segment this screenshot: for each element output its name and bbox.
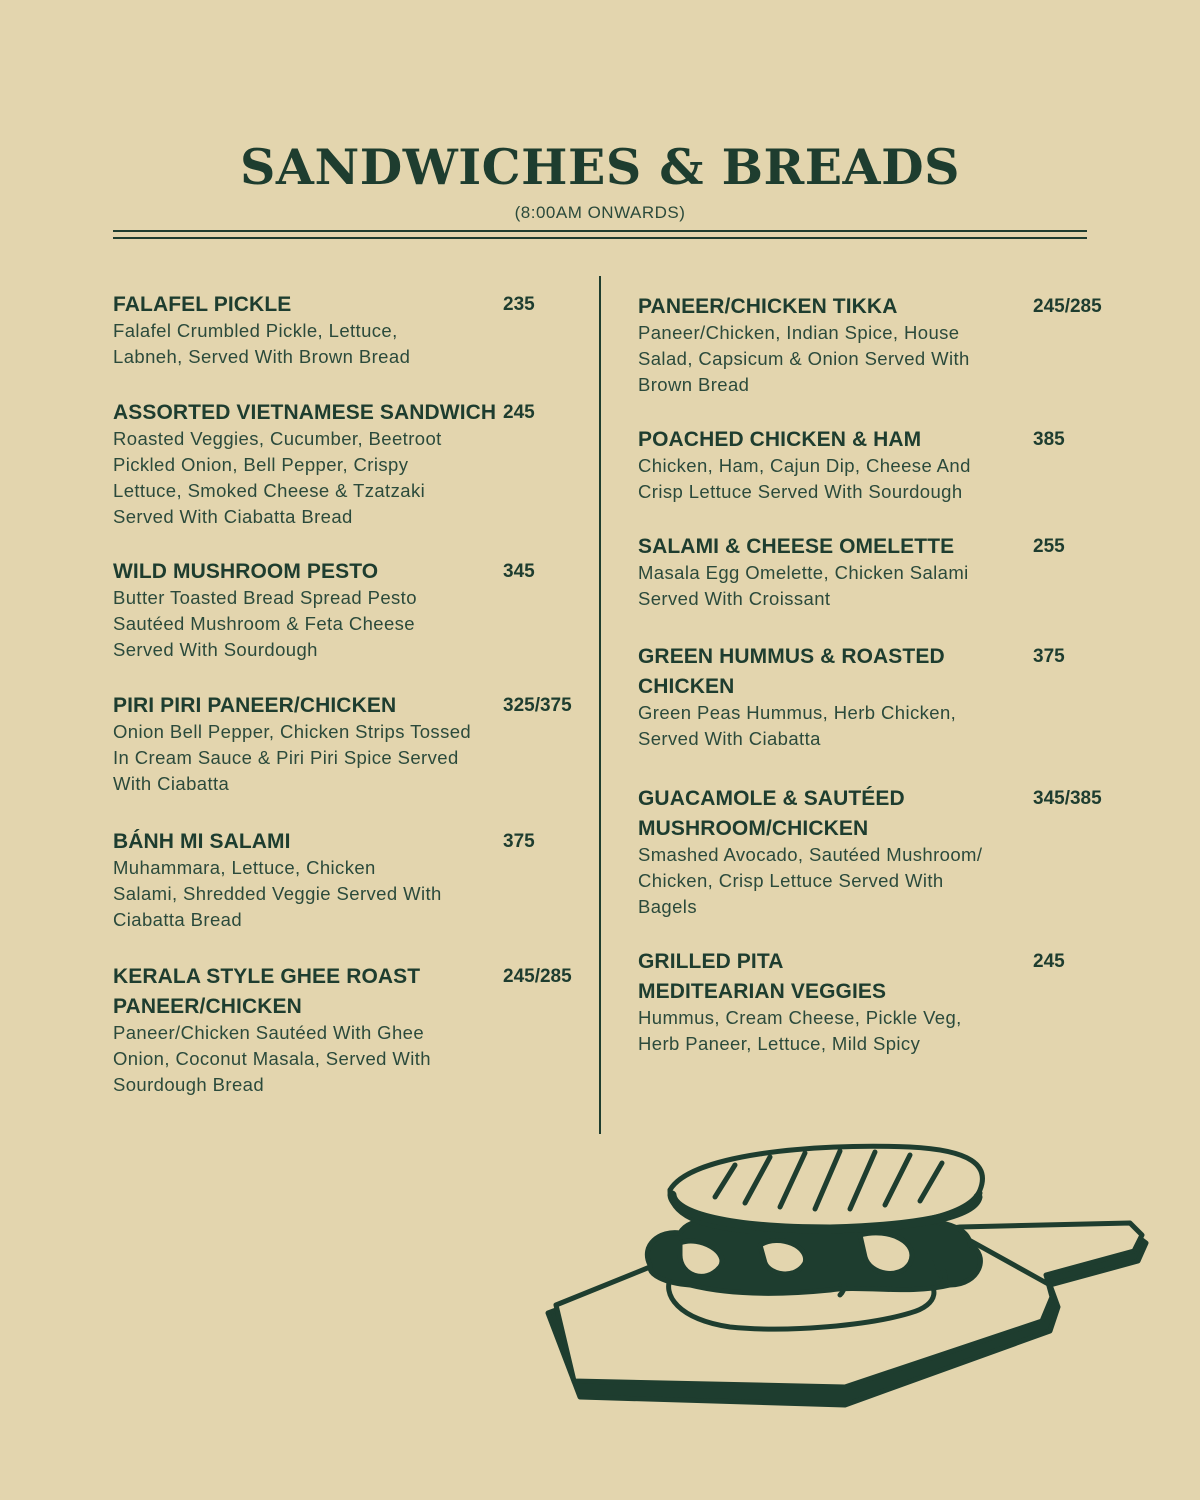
item-description: Paneer/Chicken Sautéed With Ghee Onion, Coconut Masala, Served With Sourdough Bread [113, 1022, 431, 1095]
item-name: FALAFEL PICKLE [113, 293, 292, 316]
column-divider [599, 276, 601, 1134]
header-rule-bottom [113, 237, 1087, 239]
menu-title: SANDWICHES & BREADS [240, 138, 960, 196]
item-price: 245 [1033, 951, 1065, 972]
menu-item [638, 947, 1065, 1057]
item-name: POACHED CHICKEN & HAM [638, 428, 922, 451]
sandwich-on-board-icon [530, 1135, 1170, 1460]
item-name: GREEN HUMMUS & ROASTED CHICKEN [638, 645, 945, 698]
item-name: KERALA STYLE GHEE ROAST PANEER/CHICKEN [113, 965, 421, 1018]
item-price: 235 [503, 294, 535, 315]
item-description: Muhammara, Lettuce, Chicken Salami, Shredded Veggie Served With Ciabatta Bread [113, 857, 442, 930]
menu-item [113, 557, 535, 663]
item-name: GRILLED PITA MEDITEARIAN VEGGIES [638, 950, 887, 1003]
item-name: PANEER/CHICKEN TIKKA [638, 295, 898, 318]
item-description: Chicken, Ham, Cajun Dip, Cheese And Crisp Lettuce Served With Sourdough [638, 455, 971, 502]
item-price: 375 [503, 831, 535, 852]
item-description: Masala Egg Omelette, Chicken Salami Served With Croissant [638, 562, 969, 609]
item-description: Green Peas Hummus, Herb Chicken, Served With Ciabatta [638, 702, 957, 749]
menu-item [113, 398, 535, 530]
header-rule-top [113, 230, 1087, 232]
item-description: Roasted Veggies, Cucumber, Beetroot Pickled Onion, Bell Pepper, Crispy Lettuce, Smoked Cheese & Tzatzaki Served With Ciabatta Bread [113, 428, 442, 527]
item-price: 385 [1033, 429, 1065, 450]
menu-item [113, 827, 535, 933]
item-description: Falafel Crumbled Pickle, Lettuce, Labneh, Served With Brown Bread [113, 320, 411, 367]
item-price: 345/385 [1033, 788, 1102, 809]
menu-item [113, 290, 535, 370]
item-price: 245/285 [1033, 296, 1102, 317]
menu-item [638, 292, 1102, 398]
menu-item [113, 691, 572, 797]
item-name: BÁNH MI SALAMI [113, 830, 291, 853]
menu-item [638, 642, 1065, 752]
item-name: PIRI PIRI PANEER/CHICKEN [113, 694, 397, 717]
item-name: ASSORTED VIETNAMESE SANDWICH [113, 401, 497, 424]
menu-hours: (8:00AM ONWARDS) [514, 203, 686, 222]
menu-item [638, 425, 1065, 505]
item-name: SALAMI & CHEESE OMELETTE [638, 535, 955, 558]
item-description: Onion Bell Pepper, Chicken Strips Tossed In Cream Sauce & Piri Piri Spice Served With Ciabatta [113, 721, 472, 794]
item-name: GUACAMOLE & SAUTÉED MUSHROOM/CHICKEN [638, 787, 905, 840]
item-description: Paneer/Chicken, Indian Spice, House Salad, Capsicum & Onion Served With Brown Bread [638, 322, 970, 395]
item-price: 245 [503, 402, 535, 423]
menu-item [638, 532, 1065, 612]
menu-item [113, 962, 572, 1098]
item-description: Smashed Avocado, Sautéed Mushroom/ Chicken, Crisp Lettuce Served With Bagels [638, 844, 983, 917]
item-price: 325/375 [503, 695, 572, 716]
item-price: 255 [1033, 536, 1065, 557]
item-name: WILD MUSHROOM PESTO [113, 560, 379, 583]
item-description: Butter Toasted Bread Spread Pesto Sautéed Mushroom & Feta Cheese Served With Sourdough [113, 587, 417, 660]
item-price: 375 [1033, 646, 1065, 667]
item-price: 345 [503, 561, 535, 582]
menu-item [638, 784, 1102, 920]
item-price: 245/285 [503, 966, 572, 987]
item-description: Hummus, Cream Cheese, Pickle Veg, Herb Paneer, Lettuce, Mild Spicy [638, 1007, 962, 1054]
